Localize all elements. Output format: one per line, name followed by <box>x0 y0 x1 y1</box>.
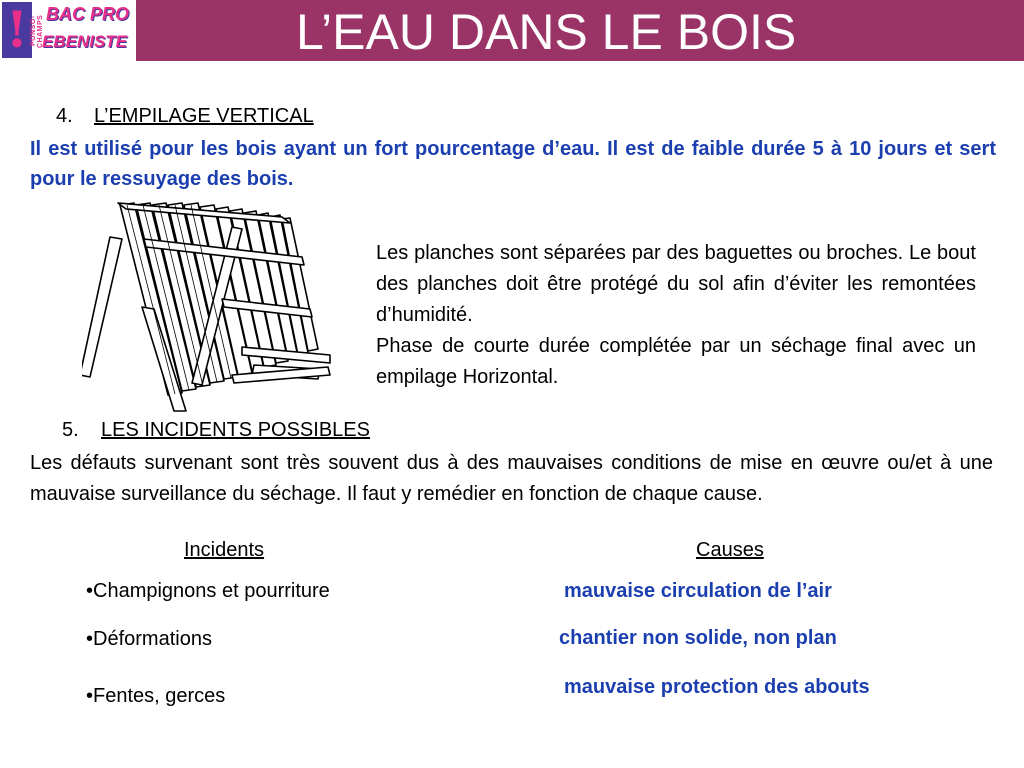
title-bar <box>0 0 1024 61</box>
section-5-intro: Les défauts survenant sont très souvent dus à des mauvaises conditions de mise en œuvre ou/et à une mauvaise surveillance du séchage. Il faut y remédier en fonction de chaque cause. <box>30 452 993 505</box>
incident-item: •Déformations <box>86 628 212 650</box>
logo-exclamation-mark: ! <box>2 2 32 58</box>
causes-column-header: Causes <box>696 539 764 561</box>
slide-title: L’EAU DANS LE BOIS <box>296 4 797 60</box>
vertical-stacking-rack-drawing <box>82 197 342 412</box>
incident-item: •Champignons et pourriture <box>86 580 330 602</box>
logo-line-1: BAC PRO <box>46 4 130 24</box>
section-4-number: 4. <box>56 105 73 127</box>
section-4-paragraph-1: Les planches sont séparées par des baguettes ou broches. Le bout des planches doit être protégé du sol afin d’éviter les remontées d’humidité. <box>376 242 976 326</box>
section-5-title: LES INCIDENTS POSSIBLES <box>101 419 370 441</box>
section-4-title: L’EMPILAGE VERTICAL <box>94 105 314 127</box>
section-4-paragraph-2: Phase de courte durée complétée par un séchage final avec un empilage Horizontal. <box>376 335 976 388</box>
cause-item: mauvaise protection des abouts <box>564 676 870 698</box>
bac-pro-logo <box>0 0 136 61</box>
section-5-number: 5. <box>62 419 79 441</box>
logo-side-text: PONSO-CHAMPS <box>30 14 44 48</box>
incidents-column-header: Incidents <box>184 539 265 561</box>
section-4-highlight: Il est utilisé pour les bois ayant un fort pourcentage d’eau. Il est de faible durée 5 à 10 jours et sert pour le ressuyage des bois. <box>30 138 996 190</box>
section-4-description <box>376 238 976 393</box>
incident-item: •Fentes, gerces <box>86 685 226 707</box>
cause-item: chantier non solide, non plan <box>559 627 837 649</box>
logo-line-2: EBENISTE <box>42 32 128 51</box>
cause-item: mauvaise circulation de l’air <box>564 580 832 602</box>
